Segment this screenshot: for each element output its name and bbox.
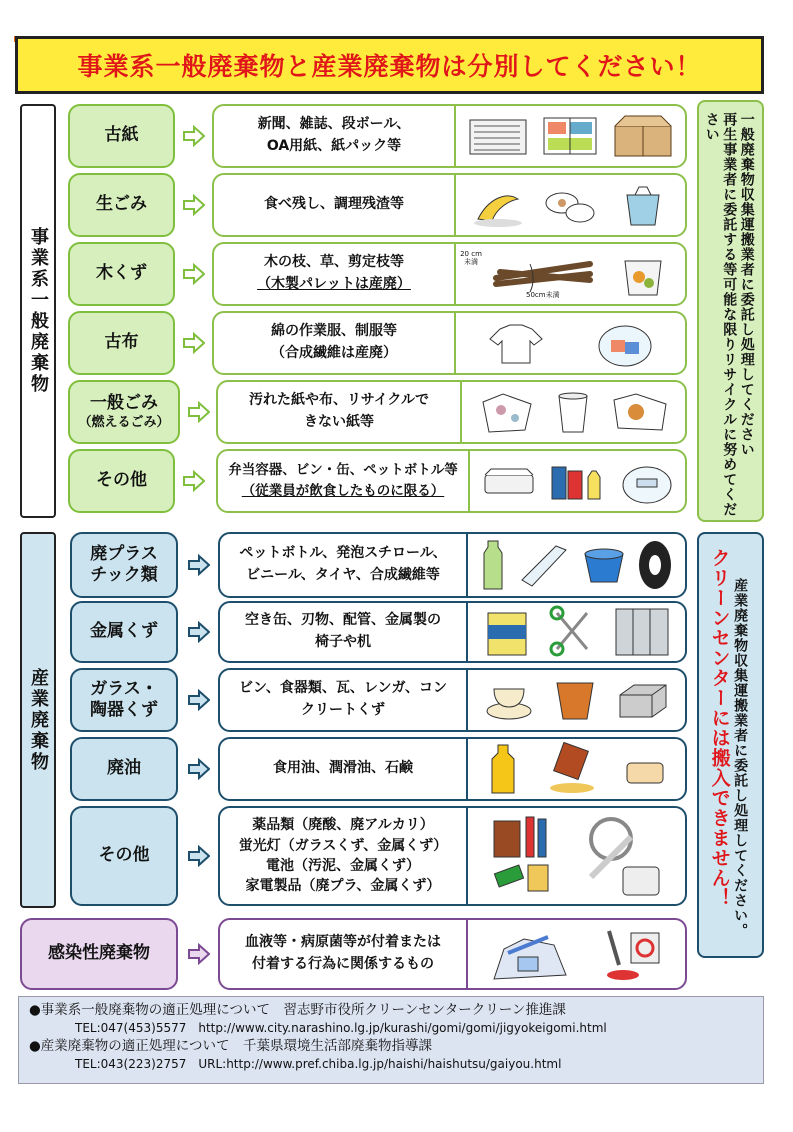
- category-old-cloth: 古布: [68, 311, 175, 375]
- wood-height-limit: 20 cm 未満: [460, 250, 482, 267]
- category-burnable: 一般ごみ （燃えるごみ）: [68, 380, 180, 444]
- vinyl-sheet-icon: [516, 540, 572, 590]
- tire-icon: [635, 537, 675, 593]
- fluorescent-phone-icon: [587, 813, 663, 899]
- arrow-right-icon: [188, 401, 210, 423]
- general-contractor-note: 一般廃棄物収集運搬業者に委託し処理してください: [738, 112, 755, 457]
- no-acceptance-warning: クリーンセンターには搬入できません！: [708, 548, 731, 908]
- category-waste-oil: 廃油: [70, 737, 178, 801]
- footer-industrial-line: ●産業廃棄物の適正処理について 千葉県環境生活部廃棄物指導課: [29, 1037, 433, 1054]
- cardboard-boxes-icon: [611, 112, 675, 160]
- arrow-right-icon: [183, 125, 205, 147]
- category-general-other: その他: [68, 449, 175, 513]
- item-metal-scrap: 空き缶、刃物、配管、金属製の 椅子や机: [218, 601, 687, 663]
- section-label-general: 事業系一般廃棄物: [20, 104, 56, 518]
- arrow-right-icon: [183, 263, 205, 285]
- arrow-right-icon: [188, 758, 210, 780]
- arrow-right-icon: [188, 943, 210, 965]
- arrow-right-icon: [188, 621, 210, 643]
- section-label-industrial: 産業廃棄物: [20, 532, 56, 908]
- side-note-industrial: [697, 532, 764, 958]
- arrow-right-icon: [188, 845, 210, 867]
- lunch-container-icon: [481, 461, 537, 501]
- category-waste-paper: 古紙: [68, 104, 175, 168]
- category-waste-plastic: 廃プラス チック類: [70, 532, 178, 598]
- leftover-plates-icon: [540, 181, 600, 229]
- footer-general-contact: TEL:047(453)5577 http://www.city.narashino.lg.jp/kurashi/gomi/gomi/jigyokeigomi.html: [75, 1020, 607, 1035]
- arrow-right-icon: [183, 470, 205, 492]
- metal-locker-icon: [612, 605, 672, 659]
- item-burnable: 汚れた紙や布、リサイクルで きない紙等: [216, 380, 687, 444]
- footer-general-line: ●事業系一般廃棄物の適正処理について 習志野市役所クリーンセンタークリーン推進課: [29, 1002, 566, 1018]
- item-food-waste: 食べ残し、調理残渣等: [212, 173, 687, 237]
- newspaper-stack-icon: [466, 112, 530, 160]
- oil-can-spill-icon: [544, 742, 598, 796]
- industrial-contractor-note: 産業廃棄物収集運搬業者に委託し処理してください。: [732, 578, 749, 938]
- item-infectious-waste: 血液等・病原菌等が付着または 付着する行為に関係するもの: [218, 918, 687, 990]
- plastic-bottle-icon: [478, 537, 508, 593]
- category-glass-ceramic: ガラス・ 陶器くず: [70, 668, 178, 732]
- footer-industrial-contact: TEL:043(223)2757 URL:http://www.pref.chiba.lg.jp/haishi/haishutsu/gaiyou.html: [75, 1056, 562, 1071]
- dirty-paper-icon: [475, 388, 539, 436]
- food-scraps-bag-icon: [613, 181, 673, 229]
- cans-bottles-icon: [546, 457, 610, 505]
- category-metal-scrap: 金属くず: [70, 601, 178, 663]
- item-waste-oil: 食用油、潤滑油、石鹸: [218, 737, 687, 801]
- category-industrial-other: その他: [70, 806, 178, 906]
- arrow-right-icon: [188, 689, 210, 711]
- metal-can-icon: [482, 605, 532, 659]
- item-general-other: 弁当容器、ビン・缶、ペットボトル等 （従業員が飲食したものに限る）: [216, 449, 687, 513]
- category-wood-waste: 木くず: [68, 242, 175, 306]
- item-glass-ceramic: ビン、食器類、瓦、レンガ、コン クリートくず: [218, 668, 687, 732]
- pet-bottle-bag-icon: [619, 457, 675, 505]
- leaf-bag-icon: [615, 249, 671, 299]
- oil-bottle-icon: [486, 741, 520, 797]
- plastic-basin-icon: [581, 540, 627, 590]
- item-waste-paper: 新聞、雑誌、段ボール、 OA用紙、紙パック等: [212, 104, 687, 168]
- magazine-bundle-icon: [538, 112, 602, 160]
- item-industrial-other: 薬品類（廃酸、廃アルカリ） 蛍光灯（ガラスくず、金属くず） 電池（汚泥、金属くず） 家電製品（廃プラ、金属くず）: [218, 806, 687, 906]
- syringe-biohazard-icon: [599, 923, 665, 985]
- recycle-note: 再生事業者に委託する等可能な限りリサイクルに努めてください: [703, 112, 738, 517]
- contact-footer: [18, 996, 764, 1084]
- item-old-cloth: 綿の作業服、制服等 （合成繊維は産廃）: [212, 311, 687, 375]
- banana-peel-icon: [468, 181, 528, 229]
- scissors-icon: [547, 605, 597, 659]
- arrow-right-icon: [183, 194, 205, 216]
- wood-length-limit: 50cm未満: [526, 291, 560, 299]
- branch-bundle-icon: [490, 254, 600, 294]
- clay-pot-icon: [553, 675, 597, 725]
- stained-cloth-icon: [608, 388, 672, 436]
- item-wood-waste: 木の枝、草、剪定枝等 （木製パレットは産廃） 20 cm 未満 50cm未満: [212, 242, 687, 306]
- side-note-recycle: [697, 100, 764, 522]
- medical-waste-pile-icon: [488, 923, 572, 985]
- item-waste-plastic: ペットボトル、発泡スチロール、 ビニール、タイヤ、合成繊維等: [218, 532, 687, 598]
- arrow-right-icon: [188, 554, 210, 576]
- category-food-waste: 生ごみ: [68, 173, 175, 237]
- paper-cup-icon: [553, 388, 593, 436]
- concrete-block-icon: [616, 675, 670, 725]
- soap-bar-icon: [623, 749, 667, 789]
- chemicals-battery-icon: [490, 813, 554, 899]
- plate-bowl-icon: [484, 675, 534, 725]
- category-infectious-waste: 感染性廃棄物: [20, 918, 178, 990]
- page-title: 事業系一般廃棄物と産業廃棄物は分別してください！: [15, 36, 764, 94]
- arrow-right-icon: [183, 332, 205, 354]
- cloth-bag-icon: [593, 318, 657, 368]
- work-clothes-icon: [484, 319, 548, 367]
